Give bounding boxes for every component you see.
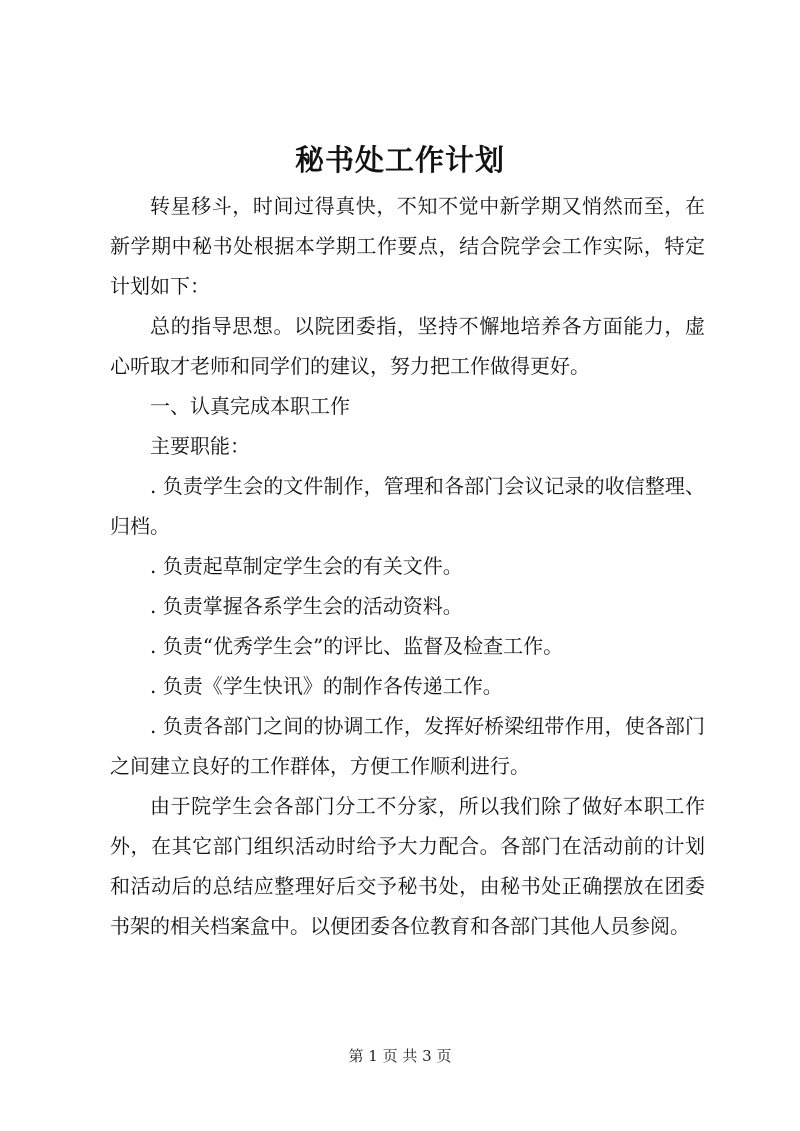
paragraph-guiding-thought: 总的指导思想。以院团委指，坚持不懈地培养各方面能力，虚心听取才老师和同学们的建议，努力把工作做得更好。: [110, 314, 705, 378]
page-indicator: 第 1 页 共 3 页: [348, 1047, 452, 1065]
section-heading-1: 一、认真完成本职工作: [150, 394, 350, 418]
paragraph-cooperation: 由于院学生会各部门分工不分家，所以我们除了做好本职工作外，在其它部门组织活动时给予大力配合。各部门在活动前的计划和活动后的总结应整理好后交予秘书处，由秘书处正确摆放在团委书架的相关档案盒中。以便团委各位教育和各部门其他人员参阅。: [110, 794, 705, 938]
list-item: . 负责“优秀学生会”的评比、监督及检查工作。: [150, 634, 564, 658]
document-body: [110, 186, 705, 946]
list-item: . 负责起草制定学生会的有关文件。: [150, 554, 463, 578]
paragraph-intro: 转星移斗，时间过得真快，不知不觉中新学期又悄然而至，在新学期中秘书处根据本学期工作要点，结合院学会工作实际，特定计划如下：: [110, 194, 705, 298]
list-item: . 负责掌握各系学生会的活动资料。: [150, 594, 463, 618]
list-item: . 负责各部门之间的协调工作，发挥好桥梁纽带作用，使各部门之间建立良好的工作群体，方便工作顺利进行。: [110, 714, 705, 778]
document-title: 秘书处工作计划: [294, 143, 505, 177]
paragraph-main-functions: 主要职能：: [150, 434, 250, 458]
list-item: . 负责《学生快讯》的制作各传递工作。: [150, 674, 503, 698]
list-item: . 负责学生会的文件制作，管理和各部门会议记录的收信整理、归档。: [110, 474, 705, 538]
